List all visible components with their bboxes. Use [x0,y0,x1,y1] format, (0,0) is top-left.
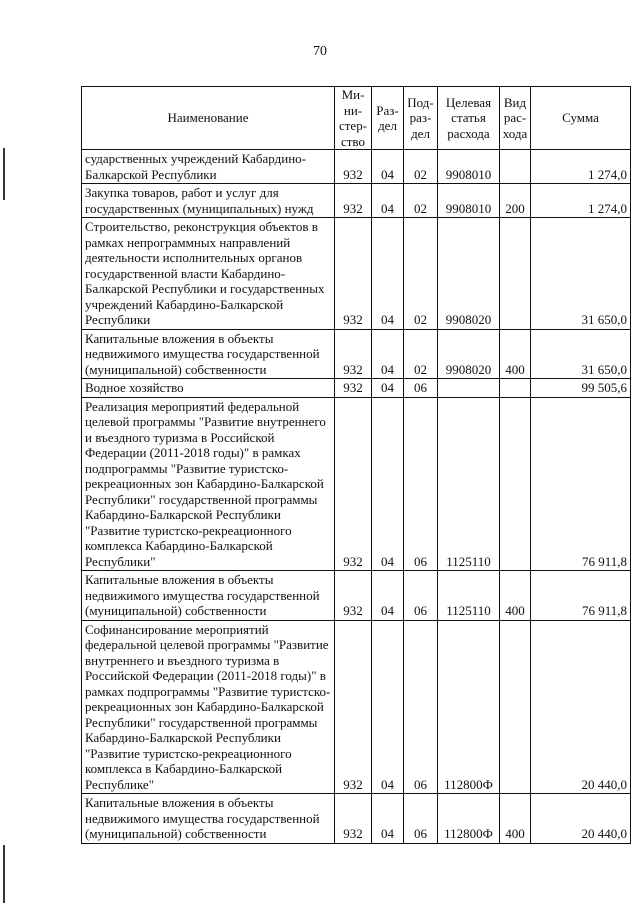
cell-target: 9908010 [438,150,500,184]
cell-subsection: 06 [404,794,438,844]
cell-name: Капитальные вложения в объекты недвижимого имущества государственной (муниципальной) собственности [82,329,335,379]
cell-subsection: 02 [404,329,438,379]
cell-expense-type [500,150,531,184]
cell-subsection: 06 [404,397,438,571]
cell-target: 9908020 [438,329,500,379]
cell-expense-type [500,397,531,571]
cell-target: 112800Ф [438,620,500,794]
header-ministry-text: Ми- ни- стер- ство [338,87,368,149]
header-row [82,87,631,150]
header-target-text: Целевая статья расхода [445,94,492,141]
header-expense-type [500,87,531,150]
header-section-text: Раз- дел [376,102,399,133]
cell-section: 04 [372,150,404,184]
cell-ministry: 932 [335,794,372,844]
cell-section: 04 [372,571,404,621]
cell-amount: 76 911,8 [531,397,631,571]
margin-mark [3,148,5,200]
cell-amount: 1 274,0 [531,150,631,184]
cell-target: 9908020 [438,218,500,330]
cell-expense-type: 400 [500,794,531,844]
cell-section: 04 [372,184,404,218]
cell-name: сударственных учреждений Кабардино-Балкарской Республики [82,150,335,184]
header-expense-type-text: Вид рас- хода [502,94,528,141]
cell-subsection: 02 [404,218,438,330]
header-subsection-text: Под- раз- дел [407,94,434,141]
header-name: Наименование [82,87,335,150]
cell-target: 1125110 [438,397,500,571]
cell-name: Капитальные вложения в объекты недвижимого имущества государственной (муниципальной) собственности [82,571,335,621]
cell-name: Капитальные вложения в объекты недвижимого имущества государственной (муниципальной) собственности [82,794,335,844]
header-amount: Сумма [531,87,631,150]
cell-section: 04 [372,620,404,794]
cell-name: Закупка товаров, работ и услуг для государственных (муниципальных) нужд [82,184,335,218]
cell-ministry: 932 [335,571,372,621]
cell-amount: 20 440,0 [531,794,631,844]
cell-section: 04 [372,794,404,844]
cell-amount: 76 911,8 [531,571,631,621]
cell-target: 9908010 [438,184,500,218]
cell-subsection: 02 [404,150,438,184]
table-row [82,150,631,184]
header-subsection [404,87,438,150]
cell-section: 04 [372,329,404,379]
cell-ministry: 932 [335,184,372,218]
cell-amount: 31 650,0 [531,218,631,330]
header-target [438,87,500,150]
cell-section: 04 [372,379,404,398]
cell-amount: 1 274,0 [531,184,631,218]
cell-name: Реализация мероприятий федеральной целевой программы "Развитие внутреннего и въездного туризма в Российской Федерации (2011-2018 годы)" в рамках подпрограммы "Развитие туристско-рекреационных зон Кабардино-Балкарской Республики" государственной программы Кабардино-Балкарской Республики "Развитие туристско-рекреационного комплекса Кабардино-Балкарской Республики" [82,397,335,571]
cell-name: Софинансирование мероприятий федеральной целевой программы "Развитие внутреннего и въездного туризма в Российской Федерации (2011-2018 годы)" в рамках подпрограммы "Развитие туристско-рекреационных зон Кабардино-Балкарской Республики" государственной программы Кабардино-Балкарской Республики "Развитие туристско-рекреационного комплекса в Кабардино-Балкарской Республике" [82,620,335,794]
cell-ministry: 932 [335,620,372,794]
cell-expense-type [500,218,531,330]
cell-subsection: 02 [404,184,438,218]
table-row [82,379,631,398]
budget-table [81,86,631,844]
cell-expense-type: 400 [500,571,531,621]
cell-subsection: 06 [404,620,438,794]
table-row [82,571,631,621]
cell-ministry: 932 [335,397,372,571]
cell-subsection: 06 [404,571,438,621]
cell-ministry: 932 [335,329,372,379]
cell-subsection: 06 [404,379,438,398]
header-ministry [335,87,372,150]
cell-target [438,379,500,398]
cell-amount: 20 440,0 [531,620,631,794]
cell-amount: 31 650,0 [531,329,631,379]
cell-ministry: 932 [335,379,372,398]
cell-expense-type [500,379,531,398]
cell-section: 04 [372,397,404,571]
cell-ministry: 932 [335,218,372,330]
table-row [82,329,631,379]
cell-ministry: 932 [335,150,372,184]
cell-expense-type [500,620,531,794]
cell-section: 04 [372,218,404,330]
table-row [82,218,631,330]
cell-name: Строительство, реконструкция объектов в рамках непрограммных направлений деятельности исполнительных органов государственной власти Кабардино-Балкарской Республики и государственных учреждений Кабардино-Балкарской Республики [82,218,335,330]
margin-mark [3,845,5,903]
cell-expense-type: 200 [500,184,531,218]
cell-name: Водное хозяйство [82,379,335,398]
cell-expense-type: 400 [500,329,531,379]
cell-target: 112800Ф [438,794,500,844]
header-section [372,87,404,150]
table-row [82,184,631,218]
table-row [82,620,631,794]
table-row [82,397,631,571]
table-row [82,794,631,844]
cell-target: 1125110 [438,571,500,621]
page-number: 70 [313,44,327,59]
cell-amount: 99 505,6 [531,379,631,398]
